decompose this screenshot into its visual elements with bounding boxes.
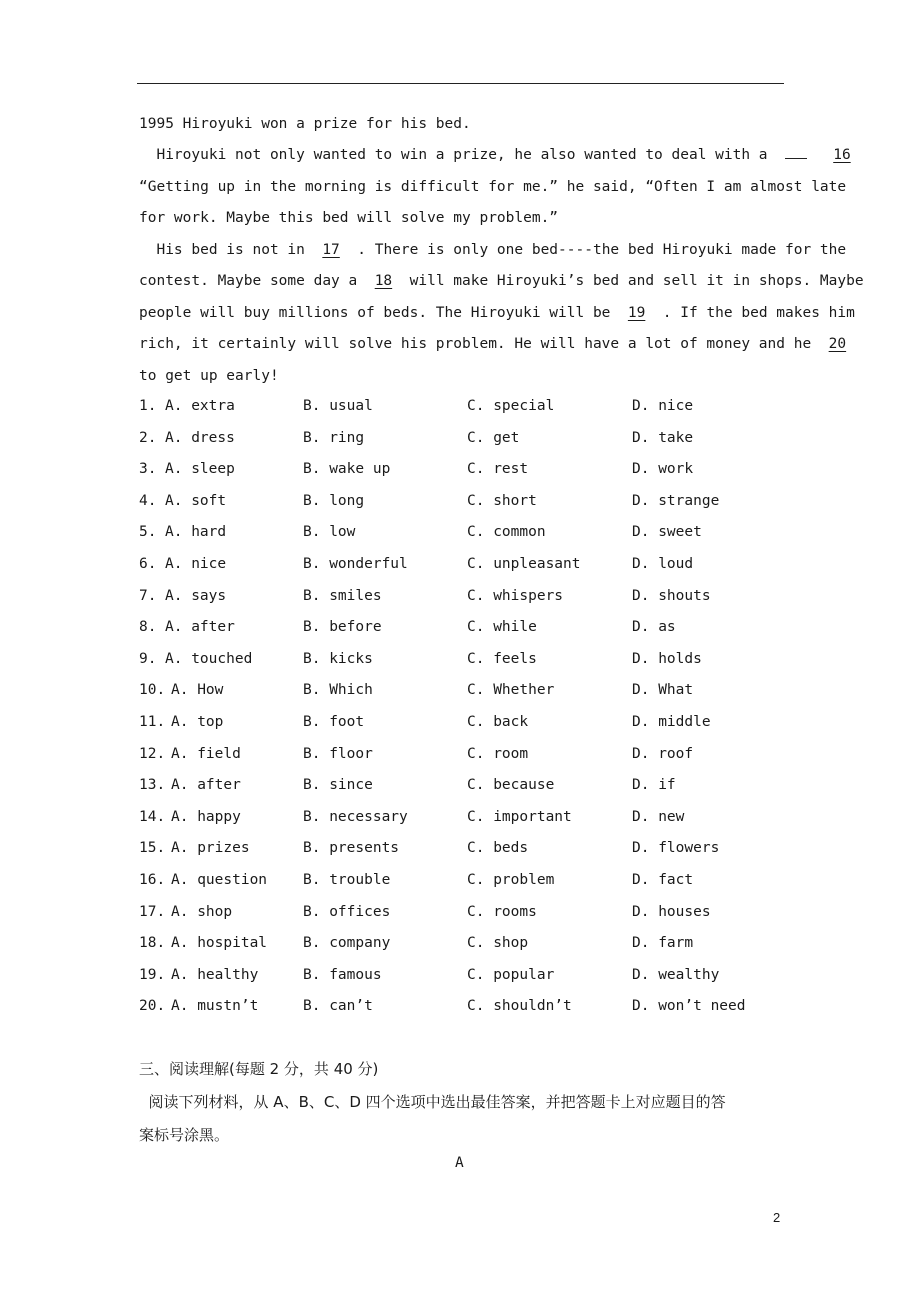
option-a: A. field	[171, 745, 241, 762]
option-d: D. if	[632, 777, 676, 794]
question-number: 17.	[139, 903, 166, 920]
option-d: D. nice	[632, 398, 694, 414]
passage-label: A	[455, 1155, 464, 1171]
option-a: A. nice	[165, 555, 227, 572]
question-options-row	[139, 838, 779, 870]
option-a: A. hard	[165, 524, 227, 541]
passage-line: to get up early!	[139, 368, 279, 384]
option-d: D. middle	[632, 713, 711, 730]
option-c: C. Whether	[467, 682, 555, 699]
option-a: A. happy	[171, 808, 241, 825]
option-b: B. wonderful	[303, 555, 408, 572]
question-number: 14.	[139, 808, 166, 825]
option-d: D. farm	[632, 935, 694, 952]
question-options-row	[139, 680, 779, 712]
option-d: D. loud	[632, 555, 694, 572]
question-options-row	[139, 428, 779, 460]
option-c: C. rest	[467, 461, 529, 478]
page-number: 2	[773, 1210, 781, 1225]
option-c: C. because	[467, 777, 555, 794]
option-b: B. presents	[303, 840, 400, 857]
option-d: D. shouts	[632, 587, 711, 604]
question-options-row	[139, 807, 779, 839]
question-options-row	[139, 554, 779, 586]
question-number: 16.	[139, 871, 166, 888]
blank-number: 17	[322, 242, 340, 258]
option-c: C. popular	[467, 966, 555, 983]
option-a: A. mustn’t	[171, 998, 259, 1015]
option-c: C. important	[467, 808, 572, 825]
option-c: C. room	[467, 745, 529, 762]
option-b: B. smiles	[303, 587, 382, 604]
option-d: D. won’t need	[632, 998, 746, 1015]
passage-line: “Getting up in the morning is difficult for me.” he said, “Often I am almost late	[139, 179, 847, 195]
question-number: 19.	[139, 966, 166, 983]
option-a: A. question	[171, 871, 268, 888]
option-a: A. How	[171, 682, 224, 699]
option-a: A. healthy	[171, 966, 259, 983]
option-d: D. wealthy	[632, 966, 720, 983]
option-b: B. trouble	[303, 871, 391, 888]
option-d: D. flowers	[632, 840, 720, 857]
question-number: 11.	[139, 713, 166, 730]
blank-number: 20	[828, 336, 847, 352]
option-c: C. special	[467, 398, 555, 414]
option-b: B. low	[303, 524, 356, 541]
option-d: D. roof	[632, 745, 694, 762]
question-options-row	[139, 933, 779, 965]
question-number: 6.	[139, 555, 157, 572]
option-a: A. after	[165, 619, 235, 636]
option-c: C. beds	[467, 840, 529, 857]
question-number: 10.	[139, 682, 166, 699]
option-b: B. long	[303, 492, 365, 509]
question-options-row	[139, 522, 779, 554]
option-d: D. fact	[632, 871, 694, 888]
passage-line: contest. Maybe some day a 18 will make Hiroyuki’s bed and sell it in shops. Maybe	[139, 273, 864, 289]
option-d: D. houses	[632, 903, 711, 920]
question-number: 9.	[139, 650, 157, 667]
option-b: B. necessary	[303, 808, 408, 825]
option-d: D. as	[632, 619, 676, 636]
option-d: D. What	[632, 682, 694, 699]
passage-line: rich, it certainly will solve his problem. He will have a lot of money and he 20	[139, 336, 847, 352]
option-b: B. floor	[303, 745, 373, 762]
passage-line: people will buy millions of beds. The Hiroyuki will be 19 . If the bed makes him	[139, 305, 855, 321]
question-options-row	[139, 712, 779, 744]
option-b: B. ring	[303, 429, 365, 446]
option-d: D. take	[632, 429, 694, 446]
option-c: C. unpleasant	[467, 555, 581, 572]
option-a: A. prizes	[171, 840, 250, 857]
option-c: C. common	[467, 524, 546, 541]
question-options-row	[139, 649, 779, 681]
instruction-line: 案标号涂黑。	[139, 1126, 230, 1144]
question-number: 7.	[139, 587, 157, 604]
blank-number: 19	[627, 305, 646, 321]
option-d: D. work	[632, 461, 694, 478]
question-number: 20.	[139, 998, 166, 1015]
question-number: 2.	[139, 429, 157, 446]
option-c: C. shouldn’t	[467, 998, 572, 1015]
options-list	[139, 396, 779, 1028]
question-options-row	[139, 902, 779, 934]
option-a: A. hospital	[171, 935, 268, 952]
option-c: C. short	[467, 492, 537, 509]
blank-number: 16	[833, 147, 851, 163]
question-number: 13.	[139, 777, 166, 794]
option-b: B. wake up	[303, 461, 391, 478]
option-c: C. problem	[467, 871, 555, 888]
option-a: A. extra	[165, 398, 235, 414]
blank-gap	[785, 145, 807, 159]
header-rule	[137, 83, 784, 84]
option-c: C. whispers	[467, 587, 564, 604]
passage-line: Hiroyuki not only wanted to win a prize, he also wanted to deal with a 16	[139, 147, 851, 163]
option-c: C. get	[467, 429, 520, 446]
passage-line: 1995 Hiroyuki won a prize for his bed.	[139, 116, 471, 132]
question-options-row	[139, 775, 779, 807]
option-a: A. sleep	[165, 461, 235, 478]
option-d: D. strange	[632, 492, 720, 509]
option-d: D. new	[632, 808, 685, 825]
question-number: 18.	[139, 935, 166, 952]
question-number: 3.	[139, 461, 157, 478]
option-a: A. soft	[165, 492, 227, 509]
question-options-row	[139, 996, 779, 1028]
question-options-row	[139, 396, 779, 428]
option-b: B. usual	[303, 398, 373, 414]
option-c: C. back	[467, 713, 529, 730]
option-b: B. company	[303, 935, 391, 952]
option-c: C. shop	[467, 935, 529, 952]
question-options-row	[139, 744, 779, 776]
option-c: C. while	[467, 619, 537, 636]
question-options-row	[139, 586, 779, 618]
question-number: 15.	[139, 840, 166, 857]
option-c: C. feels	[467, 650, 537, 667]
option-a: A. top	[171, 713, 224, 730]
question-options-row	[139, 617, 779, 649]
option-a: A. shop	[171, 903, 233, 920]
option-d: D. holds	[632, 650, 702, 667]
option-b: B. since	[303, 777, 373, 794]
option-c: C. rooms	[467, 903, 537, 920]
passage-line: His bed is not in 17 . There is only one bed----the bed Hiroyuki made for the	[139, 242, 847, 258]
question-number: 5.	[139, 524, 157, 541]
instruction-line: 阅读下列材料，从 A、B、C、D 四个选项中选出最佳答案，并把答题卡上对应题目的答	[139, 1093, 726, 1111]
question-options-row	[139, 491, 779, 523]
passage-line: for work. Maybe this bed will solve my problem.”	[139, 210, 559, 226]
question-options-row	[139, 870, 779, 902]
option-b: B. before	[303, 619, 382, 636]
question-number: 4.	[139, 492, 157, 509]
question-options-row	[139, 459, 779, 491]
option-b: B. famous	[303, 966, 382, 983]
option-b: B. can’t	[303, 998, 373, 1015]
option-b: B. Which	[303, 682, 373, 699]
question-number: 8.	[139, 619, 157, 636]
option-d: D. sweet	[632, 524, 702, 541]
section-heading: 三、阅读理解(每题 2 分，共 40 分)	[139, 1060, 379, 1078]
option-a: A. says	[165, 587, 227, 604]
blank-number: 18	[374, 273, 393, 289]
question-number: 12.	[139, 745, 166, 762]
question-options-row	[139, 965, 779, 997]
option-b: B. kicks	[303, 650, 373, 667]
option-a: A. after	[171, 777, 241, 794]
option-a: A. touched	[165, 650, 253, 667]
option-a: A. dress	[165, 429, 235, 446]
question-number: 1.	[139, 398, 157, 414]
option-b: B. foot	[303, 713, 365, 730]
option-b: B. offices	[303, 903, 391, 920]
